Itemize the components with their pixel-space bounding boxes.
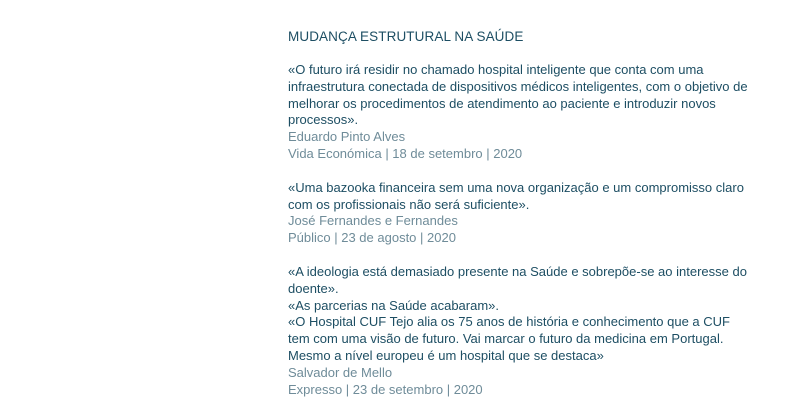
quote-text: «A ideologia está demasiado presente na Saúde e sobrepõe-se ao interesse do doente». xyxy=(288,263,747,296)
quote-block xyxy=(288,180,748,247)
quote-block xyxy=(288,264,748,398)
section-title: MUDANÇA ESTRUTURAL NA SAÚDE xyxy=(288,29,524,44)
quote-author: Eduardo Pinto Alves xyxy=(288,129,406,145)
quote-source: Público | 23 de agosto | 2020 xyxy=(288,230,456,246)
article xyxy=(288,28,748,398)
quote-text: «As parcerias na Saúde acabaram». xyxy=(288,297,500,313)
quote-text: «O futuro irá residir no chamado hospital inteligente que conta com uma infraestrutura conectada de dispositivos médicos inteligentes, com o objetivo de melhorar os procedimentos de atendimento ao paciente e introduzir novos processos». xyxy=(288,62,748,128)
quote-text: «O Hospital CUF Tejo alia os 75 anos de história e conhecimento que a CUF tem com uma visão de futuro. Vai marcar o futuro da medicina em Portugal. Mesmo a nível europeu é um hospital que se destaca» xyxy=(288,314,730,363)
quote-block xyxy=(288,62,748,163)
quote-author: José Fernandes e Fernandes xyxy=(288,213,458,229)
quote-text: «Uma bazooka financeira sem uma nova organização e um compromisso claro com os profissionais não será suficiente». xyxy=(288,179,744,212)
quote-source: Vida Económica | 18 de setembro | 2020 xyxy=(288,145,523,161)
quote-author: Salvador de Mello xyxy=(288,364,393,380)
quote-source: Expresso | 23 de setembro | 2020 xyxy=(288,381,483,397)
